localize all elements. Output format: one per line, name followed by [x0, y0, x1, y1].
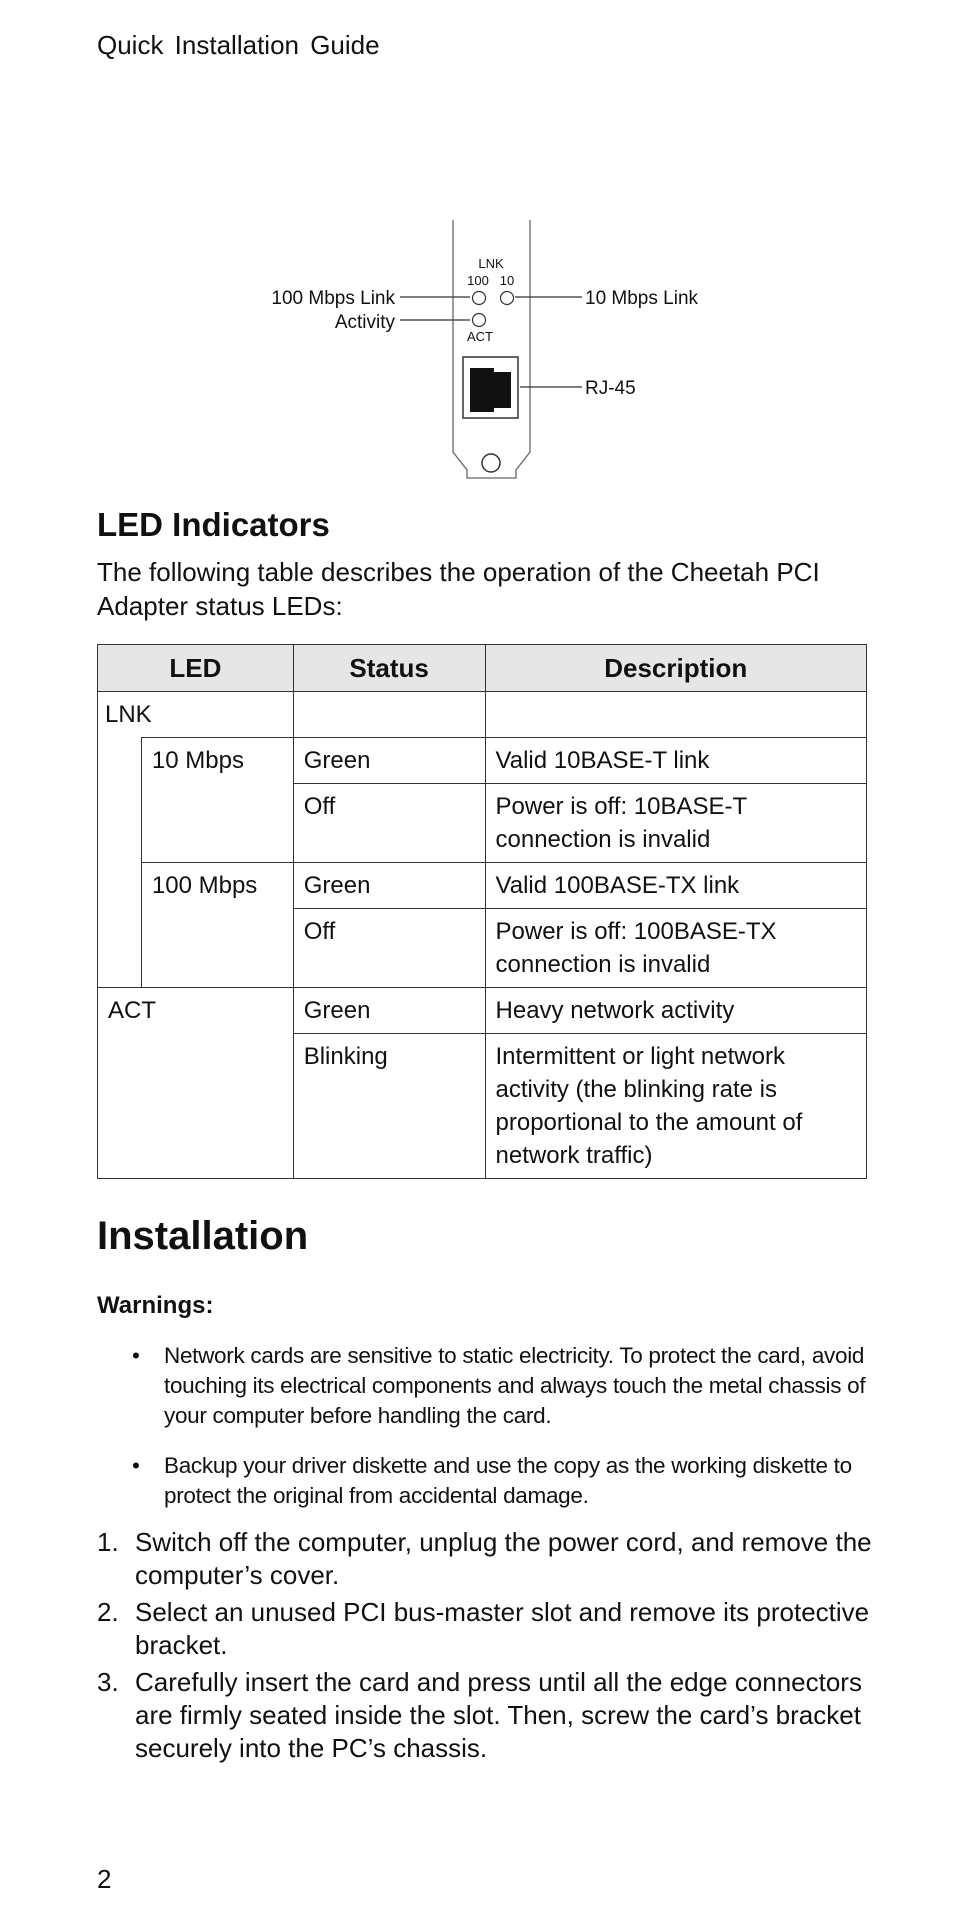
- step-text: Carefully insert the card and press until all the edge connectors are firmly seated inside the slot. Then, screw the card’s bracket securely into the PC’s chassis.: [135, 1667, 862, 1763]
- callout-100-link: 100 Mbps Link: [271, 288, 395, 309]
- table-row: [98, 988, 867, 1034]
- step-number: 3.: [97, 1667, 119, 1697]
- lnk-label: LNK: [105, 701, 152, 728]
- status-cell: Blinking: [303, 1043, 388, 1070]
- led-lnk-label: LNK: [478, 256, 504, 271]
- led-100-label: 100: [467, 273, 489, 288]
- warnings-label: Warnings:: [97, 1292, 214, 1319]
- table-row: [98, 738, 867, 784]
- list-item: • Backup your driver diskette and use the copy as the working diskette to protect the original from accidental damage.: [132, 1451, 877, 1511]
- list-item: [97, 1526, 887, 1592]
- page-header: Quick Installation Guide: [97, 30, 380, 60]
- header-led: LED: [98, 645, 294, 692]
- rj45-jack-icon: [470, 368, 511, 412]
- table-row: [98, 863, 867, 909]
- led-10-label: 10: [499, 273, 515, 288]
- status-cell: Off: [303, 793, 336, 820]
- status-cell: Green: [303, 747, 371, 774]
- description-cell: Intermittent or light network activity (the blinking rate is proportional to the amount of network traffic): [495, 1043, 803, 1169]
- step-number: 1.: [97, 1527, 119, 1557]
- led-100-icon: [473, 292, 486, 305]
- led-table: [97, 644, 867, 1179]
- installation-heading: Installation: [97, 1214, 309, 1258]
- callout-rj45: RJ-45: [585, 378, 636, 399]
- status-cell: Off: [303, 918, 336, 945]
- status-cell: Green: [303, 997, 371, 1024]
- warnings-list: [132, 1341, 877, 1531]
- description-cell: Power is off: 100BASE-TX connection is invalid: [495, 918, 777, 978]
- installation-steps: [97, 1526, 887, 1769]
- mbps10-label: 10 Mbps: [151, 747, 244, 774]
- act-label: ACT: [108, 997, 156, 1024]
- status-cell: Green: [303, 872, 371, 899]
- callout-activity: Activity: [334, 312, 395, 333]
- step-number: 2.: [97, 1597, 119, 1627]
- description-cell: Valid 10BASE-T link: [495, 747, 710, 774]
- list-item: • Network cards are sensitive to static electricity. To protect the card, avoid touching its electrical components and always touch the metal chassis of your computer before handling the card.: [132, 1341, 877, 1431]
- page-number: 2: [97, 1864, 112, 1894]
- list-item: [97, 1666, 887, 1765]
- adapter-bracket-diagram: [0, 0, 954, 500]
- header-status: Status: [293, 645, 485, 692]
- table-header-row: [98, 645, 867, 692]
- led-10-icon: [501, 292, 514, 305]
- led-section-intro: The following table describes the operation of the Cheetah PCI Adapter status LEDs:: [97, 557, 820, 621]
- led-act-icon: [473, 314, 486, 327]
- led-act-label: ACT: [467, 329, 493, 344]
- screw-hole-icon: [482, 454, 500, 472]
- description-cell: Power is off: 10BASE-T connection is invalid: [495, 793, 747, 853]
- step-text: Select an unused PCI bus-master slot and remove its protective bracket.: [135, 1597, 870, 1660]
- step-text: Switch off the computer, unplug the power cord, and remove the computer’s cover.: [135, 1527, 872, 1590]
- description-cell: Valid 100BASE-TX link: [495, 872, 740, 899]
- led-section-heading: LED Indicators: [97, 506, 330, 543]
- list-item: [97, 1596, 887, 1662]
- callout-10-link: 10 Mbps Link: [585, 288, 699, 309]
- mbps100-label: 100 Mbps: [151, 872, 258, 899]
- header-description: Description: [485, 645, 866, 692]
- description-cell: Heavy network activity: [495, 997, 735, 1024]
- table-row: [98, 692, 867, 738]
